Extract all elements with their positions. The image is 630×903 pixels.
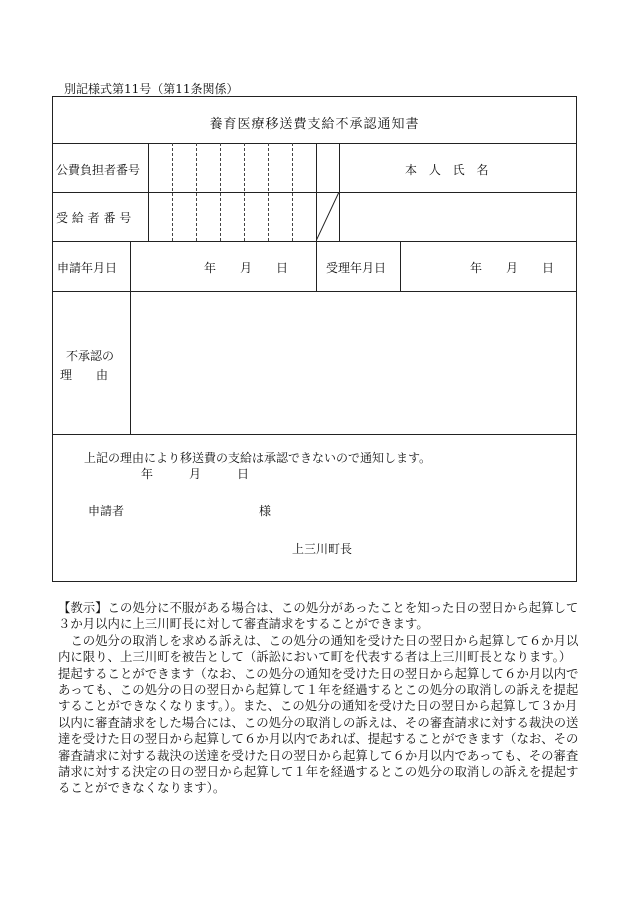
diagonal-slash <box>316 192 340 241</box>
public-payer-number-field[interactable] <box>149 144 315 191</box>
notice-paragraph-1: 【教示】この処分に不服がある場合は、この処分があったことを知った日の翌日から起算して３か月以内に上三川町長に対して審査請求をすることができます。 <box>58 600 579 632</box>
recipient-number-label: 受 給 者 番 号 <box>56 211 132 225</box>
public-payer-number-label: 公費負担者番号 <box>56 163 141 177</box>
reason-field[interactable] <box>131 292 576 433</box>
person-name-header: 本 人 氏 名 <box>405 163 493 177</box>
receipt-date-label: 受理年月日 <box>326 261 387 275</box>
notice-message: 上記の理由により移送費の支給は承認できないので通知します。 <box>84 451 432 465</box>
reason-label-line2: 理 由 <box>60 368 109 382</box>
reason-label-line1: 不承認の <box>66 349 115 363</box>
recipient-number-field[interactable] <box>149 193 315 240</box>
column-divider <box>400 241 401 291</box>
notice-paragraph-2: この処分の取消しを求める訴えは、この処分の通知を受けた日の翌日から起算して６か月以内に限り、上三川町を被告として（訴訟において町を代表する者は上三川町長となります。）提起することができます（なお、この処分の通知を受けた日の翌日から起算して６か月以内であっても、この処分の日の翌日から起算して１年を経過するとこの処分の取消しの訴えを提起することができなくなります。）。また、この処分の通知を受けた日の翌日から起算して３か月以内に審査請求をした場合には、この処分の取消しの訴えは、その審査請求に対する裁決の送達を受けた日の翌日から起算して６か月以内であれば、提起することができます（なお、その審査請求に対する裁決の送達を受けた日の翌日から起算して６か月以内であっても、その審査請求に対する決定の日の翌日から起算して１年を経過するとこの処分の取消しの訴えを提起することができなくなります）。 <box>58 632 579 796</box>
receipt-date-field[interactable]: 年 月 日 <box>470 261 555 275</box>
form-title: 養育医療移送費支給不承認通知書 <box>209 117 420 132</box>
legal-notice <box>58 600 583 797</box>
column-divider <box>316 241 317 291</box>
application-date-field[interactable]: 年 月 日 <box>204 261 289 275</box>
issuer-name: 上三川町長 <box>292 542 353 556</box>
form-number-label: 別記様式第11号（第11条関係） <box>64 82 239 96</box>
column-divider <box>130 241 131 291</box>
applicant-label: 申請者 <box>88 504 125 518</box>
person-name-field[interactable] <box>340 193 576 240</box>
notice-date: 年 月 日 <box>141 467 250 481</box>
row-divider <box>52 434 577 435</box>
applicant-honorific: 様 <box>259 504 272 518</box>
application-date-label: 申請年月日 <box>57 261 118 275</box>
